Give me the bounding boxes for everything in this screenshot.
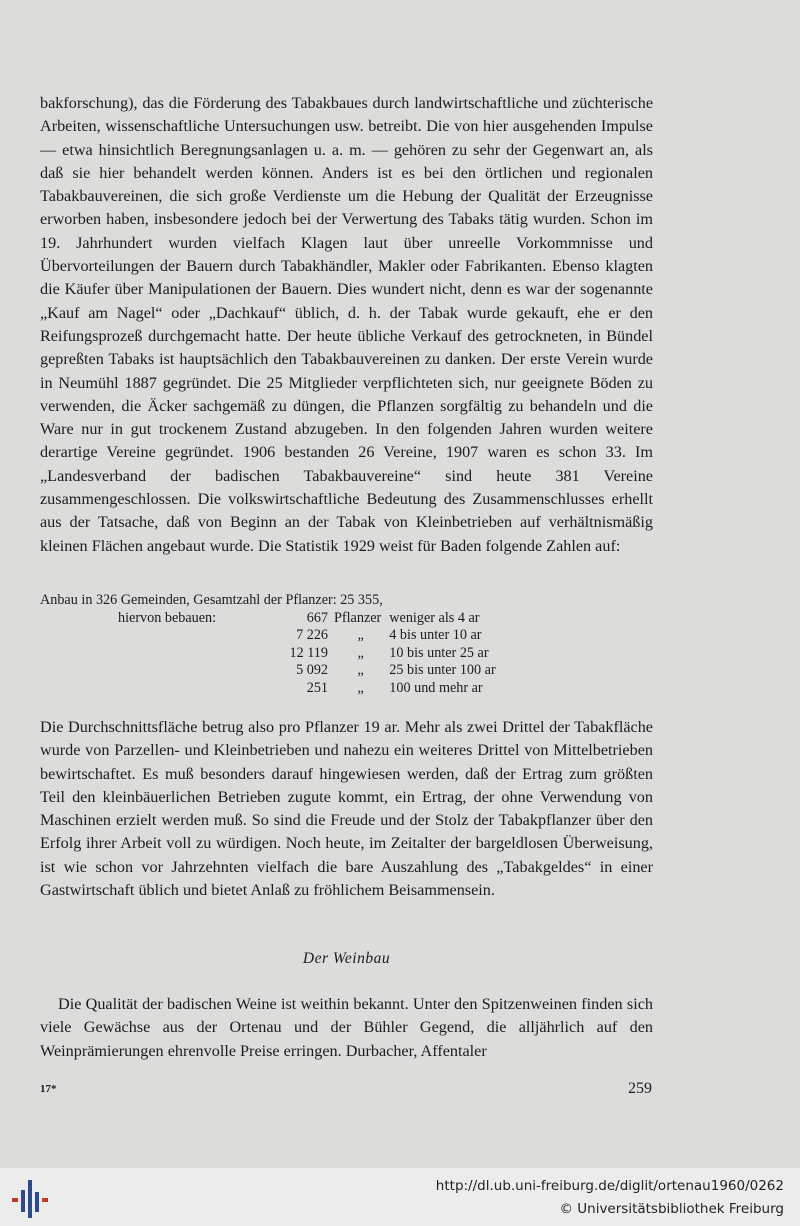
source-url[interactable]: http://dl.ub.uni-freiburg.de/diglit/ortenau1960/0262 xyxy=(435,1178,784,1194)
statistics-table xyxy=(40,592,653,698)
paragraph-2: Die Durchschnittsfläche betrug also pro Pflanzer 19 ar. Mehr als zwei Drittel der Tabakfläche wurde von Parzellen- und Kleinbetrieben und nahezu ein weiteres Drittel von Mittelbetrieben bewirtschaftet. Es muß besonders darauf hingewiesen werden, daß der Ertrag zum größten Teil den kleinbäuerlichen Betrieben zugute kommt, ein Ertrag, der ohne Verwendung von Maschinen erzielt werden muß. So sind die Freude und der Stolz der Tabakpflanzer über den Erfolg ihrer Arbeit voll zu würdigen. Noch heute, im Zeitalter der bargeldlosen Überweisung, ist wie schon vor Jahrzehnten vielfach die bare Auszahlung des „Tabakgeldes“ in einer Gastwirtschaft üblich und bietet Anlaß zu fröhlichem Beisammensein. xyxy=(40,718,653,900)
planter-count: 251 xyxy=(306,679,328,696)
body-text-block-2 xyxy=(40,716,653,902)
area-range: 25 bis unter 100 ar xyxy=(389,662,496,679)
library-footer-bar xyxy=(0,1168,800,1226)
section-heading: Der Weinbau xyxy=(302,950,391,967)
table-row xyxy=(118,610,496,628)
table-row xyxy=(118,645,496,663)
planter-count: 12 119 xyxy=(289,644,328,661)
area-range: 10 bis unter 25 ar xyxy=(389,644,489,661)
area-range: 100 und mehr ar xyxy=(389,679,483,696)
ditto-mark: „ xyxy=(357,679,364,696)
body-text-block-1 xyxy=(40,92,653,558)
copyright-notice: © Universitätsbibliothek Freiburg xyxy=(559,1201,784,1217)
ditto-mark: „ xyxy=(357,644,364,661)
planter-count: 5 092 xyxy=(296,662,328,679)
planter-count: 667 xyxy=(306,609,328,626)
statistics-lead: Anbau in 326 Gemeinden, Gesamtzahl der Pflanzer: 25 355, xyxy=(40,592,383,608)
planter-count: 7 226 xyxy=(296,627,328,644)
table-row xyxy=(118,627,496,645)
body-text-block-3 xyxy=(40,993,653,1063)
ub-freiburg-logo-icon xyxy=(10,1178,50,1220)
signature-mark: 17* xyxy=(40,1083,57,1095)
paragraph-1: bakforschung), das die Förderung des Tabakbaues durch landwirtschaftliche und züchterische Arbeiten, wissenschaftliche Untersuchungen usw. betreibt. Die von hier ausgehenden Impulse — etwa hinsichtlich Beregnungsanlagen u. a. m. — gehören zu sehr der Gegenwart an, als daß sie hier behandelt werden können. Anders ist es bei den örtlichen und regionalen Tabakbauvereinen, die sich große Verdienste um die Hebung der Qualität der Erzeugnisse erworben haben, insbesondere jedoch bei der Verwertung des Tabaks tätig wurden. Schon im 19. Jahrhundert wurden vielfach Klagen laut über unreelle Vorkommnisse und Übervorteilungen der Bauern durch Tabakhändler, Makler oder Fabrikanten. Ebenso klagten die Käufer über Manipulationen der Bauern. Dies wundert nicht, denn es war der sogenannte „Kauf am Nagel“ oder „Dachkauf“ üblich, d. h. der Tabak wurde gekauft, ehe er den Reifungsprozeß durchgemacht hatte. Der heute übliche Verkauf des getrockneten, in Bündel gepreßten Tabaks ist hauptsächlich den Tabakbauvereinen zu danken. Der erste Verein wurde in Neumühl 1887 gegründet. Die 25 Mitglieder verpflichteten sich, nur geeignete Böden zu verwenden, die Äcker sachgemäß zu düngen, die Pflanzen sorgfältig zu behandeln und die Ware nur in gut trockenem Zustand abzugeben. In den folgenden Jahren wurden weitere derartige Vereine gegründet. 1906 bestanden 26 Vereine, 1907 waren es schon 33. Im „Landesverband der badischen Tabakbauvereine“ sind heute 381 Vereine zusammengeschlossen. Die volkswirtschaftliche Bedeutung des Zusammenschlusses erhellt aus der Tatsache, daß von Beginn an der Tabak von Kleinbetrieben auf verhältnismäßig kleinen Flächen angebaut wurde. Die Statistik 1929 weist für Baden folgende Zahlen auf: xyxy=(40,94,653,555)
area-range: weniger als 4 ar xyxy=(389,609,480,626)
statistics-rows xyxy=(118,610,496,698)
table-row xyxy=(118,662,496,680)
area-range: 4 bis unter 10 ar xyxy=(389,627,482,644)
ditto-mark: „ xyxy=(357,662,364,679)
table-row xyxy=(118,680,496,698)
paragraph-3: Die Qualität der badischen Weine ist weithin bekannt. Unter den Spitzenweinen finden sich viele Gewächse aus der Ortenau und der Bühler Gegend, die alljährlich auf den Weinprämierungen ehrenvolle Preise erringen. Durbacher, Affentaler xyxy=(40,995,653,1060)
ditto-mark: „ xyxy=(357,627,364,644)
statistics-label: hiervon bebauen: xyxy=(118,609,217,626)
planter-unit: Pflanzer xyxy=(334,609,382,626)
page-number: 259 xyxy=(628,1080,652,1097)
